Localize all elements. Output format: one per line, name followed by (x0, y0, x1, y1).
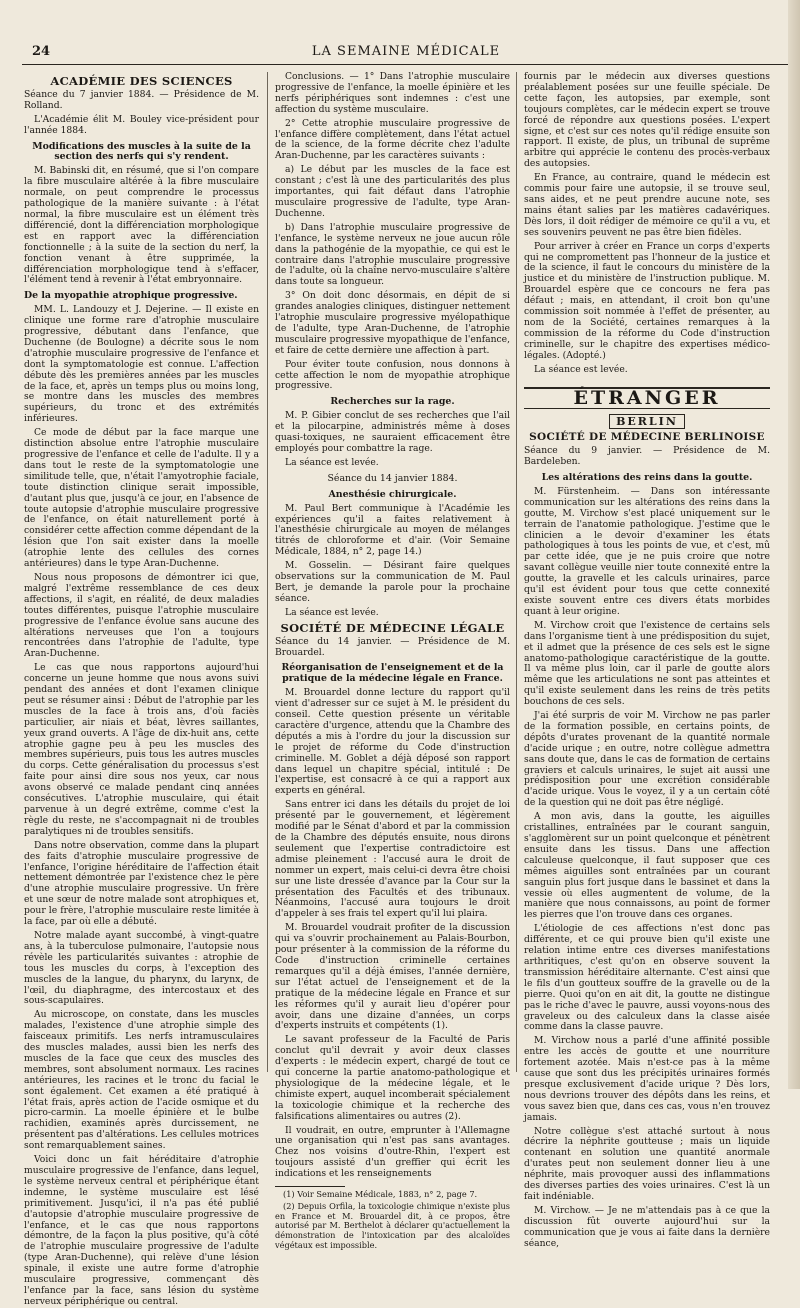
section-title: SOCIÉTÉ DE MÉDECINE BERLINOISE (529, 431, 765, 444)
paragraph: Nous nous proposons de démontrer ici que, malgré l'extrême ressemblance de ces deux affections, il s'agit, en réalité, de deux maladies toutes différentes, puisque l'atrophie musculaire progressive de l'enfance évolue sans aucune des altérations nerveuses que l'on a toujours rencontrées dans l'atrophie de l'adulte, type Aran-Duchenne. (24, 571, 259, 660)
page-header (22, 44, 790, 65)
paragraph: Le savant professeur de la Faculté de Paris conclut qu'il devrait y avoir deux classes d'experts : le médecin expert, chargé de tout ce qui concerne la partie anatomo-pathologique et physiologique de la médecine légale, et le chimiste expert, auquel incomberait spécialement la toxicologie chimique et la recherche des falsifications alimentaires ou autres (2). (275, 1034, 510, 1122)
paragraph: 2° Cette atrophie musculaire progressive de l'enfance diffère complètement, dans l'état actuel de la science, de la forme décrite chez l'adulte Aran-Duchenne, par les caractères suivants : (275, 117, 510, 162)
paragraph: A mon avis, dans la goutte, les aiguilles cristallines, entraînées par le courant sanguin, s'agglomèrent sur un point quelconque et pénètrent ensuite dans les tissus. Dans une affection calculeuse quelconque, il faut supposer que ces mêmes aiguilles sont entraînées par un courant sanguin plus fort jusque dans le bassinet et dans la vessie où elles augmentent de volume, de la manière que nous connaissons, au point de former les pierres que l'on trouve dans ces organes. (524, 811, 770, 921)
paragraph: b) Dans l'atrophie musculaire progressive de l'enfance, le système nerveux ne joue aucun rôle dans la pathogénie de la myopathie, ce qui est le contraire dans l'atrophie musculaire progressive de l'adulte, où la chaîne nervo-musculaire s'altère dans toute sa longueur. (275, 221, 510, 288)
footnote: (1) Voir Semaine Médicale, 1883, n° 2, page 7. (283, 1189, 478, 1200)
paragraph: Notre malade ayant succombé, à vingt-quatre ans, à la tuberculose pulmonaire, l'autopsie nous révèle les particularités suivantes : atrophie de tous les muscles du corps, à l'exception des muscles de la langue, du pharynx, du larynx, de l'œil, du diaphragme, des intercostaux et des sous-scapulaires. (24, 929, 259, 1007)
paragraph: L'Académie élit M. Bouley vice-président pour l'année 1884. (24, 113, 259, 136)
running-head: LA SEMAINE MÉDICALE (311, 44, 501, 59)
subsection-title: Réorganisation de l'enseignement et de la pratique de la médecine légale en France. (281, 662, 504, 685)
session-line: Séance du 9 janvier. — Présidence de M. Bardeleben. (524, 445, 770, 468)
session-line: Séance du 7 janvier 1884. — Présidence de M. Rolland. (24, 88, 259, 111)
footnote: (2) Depuis Orfila, la toxicologie chimique n'existe plus en France et M. Brouardel dit, à ce propos, être autorisé par M. Berthelot à déclarer qu'actuellement la démonstration de l'intoxication par des alcaloïdes végétaux est impossible. (275, 1200, 510, 1251)
column-middle (275, 71, 510, 1251)
paragraph: Voici donc un fait héréditaire d'atrophie musculaire progressive de l'enfance, dans lequel, le système nerveux central et périphérique étant indemne, le système musculaire est lésé primitivement. Jusqu'ici, il n'a pas été publié d'autopsie d'atrophie musculaire progressive de l'enfance, et le cas que nous rapportons démontre, de la façon la plus positive, qu'à côté de l'atrophie musculaire progressive de l'adulte (type Aran-Duchenne), qui relève d'une lésion spinale, il existe une autre forme d'atrophie musculaire progressive, commençant dès l'enfance par la face, sans lésion du système nerveux périphérique ou central. (24, 1154, 259, 1307)
paragraph: En France, au contraire, quand le médecin est commis pour faire une autopsie, il se trouve seul, sans aides, et ne peut prendre aucune note, ses mains étant salies par les matières cadavériques. Dès lors, il doit rédiger de mémoire ce qu'il a vu, et ses souvenirs peuvent ne pas être bien fidèles. (524, 172, 770, 238)
section-title: SOCIÉTÉ DE MÉDECINE LÉGALE (280, 620, 505, 635)
paragraph: Le cas que nous rapportons aujourd'hui concerne un jeune homme que nous avons suivi pendant des années et dont l'examen clinique peut se résumer ainsi : Début de l'atrophie par les muscles de la face à trois ans, d'où faciès particulier, air niais et béat, lèvres saillantes, yeux grand ouverts. A l'âge de dix-huit ans, cette atrophie gagne peu à peu les muscles des membres supérieurs, puis tous les autres muscles du corps. Cette généralisation du processus s'est faite pour ainsi dire sous nos yeux, car nous avons observé ce malade pendant cinq années consécutives. L'atrophie musculaire, qui était parvenue à un degré extrême, comme c'est la règle du reste, ne s'accompagnait ni de troubles paralytiques ni de troubles sensitifs. (24, 662, 259, 837)
paragraph: MM. L. Landouzy et J. Dejerine. — Il existe en clinique une forme rare d'atrophie musculaire progressive, débutant dans l'enfance, que Duchenne (de Boulogne) a décrite sous le nom d'atrophie musculaire progressive de l'enfance et dont la symptomatologie est connue. L'affection débute dès les premières années par les muscles de la face, et, après un temps plus ou moins long, se montre dans les muscles des membres supérieurs, du tronc et des extrémités inférieures. (24, 304, 259, 425)
paragraph: La séance est levée. (285, 456, 379, 468)
subsection-title: Recherches sur la rage. (330, 396, 455, 408)
column-divider (267, 72, 268, 1072)
footnote-divider (275, 1186, 345, 1187)
column-divider (516, 72, 517, 1072)
paragraph: Pour arriver à créer en France un corps d'experts qui ne compromettent pas l'honneur de la justice et de la science, il faut le concours du ministère de la justice et du ministère de l'instruction publique. M. Brouardel espère que ce concours ne fera pas défaut ; mais, en attendant, il croit bon qu'une commission soit nommée à l'effet de présenter, au nom de la Société, certaines remarques à la commission de la réforme du Code d'instruction criminelle, sur le chapitre des expertises médico-légales. (Adopté.) (524, 240, 770, 361)
paragraph: M. Brouardel donne lecture du rapport qu'il vient d'adresser sur ce sujet à M. le président du conseil. Cette question présente un véritable caractère d'urgence, attendu que la Chambre des députés a mis à l'ordre du jour la discussion sur le projet de réforme du Code d'instruction criminelle. M. Goblet a déjà déposé son rapport dans lequel un chapitre spécial, intitulé : De l'expertise, est consacré à ce qui a rapport aux experts en général. (275, 687, 510, 797)
page-number: 24 (32, 44, 51, 59)
paragraph: Pour éviter toute confusion, nous donnons à cette affection le nom de myopathie atrophique progressive. (275, 358, 510, 392)
paragraph: Il voudrait, en outre, emprunter à l'Allemagne une organisation qui n'est pas sans avantages. Chez nos voisins d'outre-Rhin, l'expert est toujours assisté d'un greffier qui écrit les indications et les renseignements (275, 1124, 510, 1180)
paragraph: fournis par le médecin aux diverses questions préalablement posées sur une feuille spéciale. De cette façon, les autopsies, par exemple, sont toujours complètes, car le médecin expert se trouve forcé de répondre aux questions posées. L'expert signe, et c'est sur ces notes qu'il rédige ensuite son rapport. Il existe, de plus, un tribunal de suprême arbitre qui apprécie le contenu des procès-verbaux des autopsies. (524, 71, 770, 170)
subsection-title: Les altérations des reins dans la goutte. (541, 472, 753, 483)
paragraph: M. P. Gibier conclut de ses recherches que l'ail et la pilocarpine, administrés même à doses quasi-toxiques, ne sauraient efficacement être employés pour combattre la rage. (275, 410, 510, 454)
paragraph: M. Virchow nous a parlé d'une affinité possible entre les accès de goutte et une nourriture fortement azotée. Mais n'est-ce pas à la même cause que sont dus les précipités urinaires formés presque exclusivement d'acide urique ? Dès lors, nous devrions trouver des dépôts dans les reins, et vous savez bien que, dans ces cas, vous n'en trouvez jamais. (524, 1035, 770, 1123)
paragraph: La séance est levée. (285, 606, 379, 618)
session-line: Séance du 14 janvier. — Présidence de M. Brouardel. (275, 635, 510, 658)
foreign-section-title: ÉTRANGER (524, 387, 770, 409)
paragraph: a) Le début par les muscles de la face est constant ; c'est là une des particularités des plus importantes, qui fait défaut dans l'atrophie musculaire progressive de l'adulte, type Aran-Duchenne. (275, 164, 510, 219)
paragraph: Sans entrer ici dans les détails du projet de loi présenté par le gouvernement, et légèrement modifié par le Sénat d'abord et par la commission de la Chambre des députés ensuite, nous dirons seulement que l'expertise contradictoire est admise pleinement : l'accusé aura le droit de nommer un expert, mais celui-ci devra être choisi sur une liste dressée d'avance par la Cour sur la présentation des Facultés et des tribunaux. Néanmoins, l'accusé aura toujours le droit d'appeler à ses frais tel expert qu'il lui plaira. (275, 799, 510, 920)
paragraph: M. Virchow croit que l'existence de certains sels dans l'organisme tient à une prédisposition du sujet, et il admet que la présence de ces sels est le signe anatomo-pathologique caractéristique de la goutte. Il va même plus loin, car il parle de goutte alors même que les articulations ne sont pas atteintes et qu'il existe seulement dans les reins de très petits bouchons de ces sels. (524, 619, 770, 708)
subsection-title: Anesthésie chirurgicale. (328, 488, 457, 500)
session-line: Séance du 14 janvier 1884. (327, 472, 458, 484)
paragraph: Ce mode de début par la face marque une distinction absolue entre l'atrophie musculaire progressive de l'enfance et celle de l'adulte. Il y a dans tout le reste de la symptomatologie une similitude telle, que, n'était l'amyotrophie faciale, toute distinction clinique serait impossible, d'autant plus que, jusqu'à ce jour, en l'absence de toute autopsie d'atrophie musculaire progressive de l'enfance, on était naturellement porté à considérer cette affection comme dépendant de la lésion que l'on sait exister dans la moelle (atrophie lente des cellules des cornes antérieures) dans le type Aran-Duchenne. (24, 427, 259, 570)
column-left (24, 72, 260, 1307)
paragraph: L'étiologie de ces affections n'est donc pas différente, et ce qui prouve bien qu'il existe une relation intime entre ces diverses manifestations arthritiques, c'est qu'on en observe souvent la transmission héréditaire alternante. C'est ainsi que le fils d'un goutteux souffre de la gravelle ou de la pierre. Quoi qu'on en ait dit, la goutte ne distingue pas le riche d'avec le pauvre, aussi voyons-nous des graveleux ou des calculeux dans la classe aisée comme dans la classe pauvre. (524, 923, 770, 1033)
paragraph: M. Babinski dit, en résumé, que si l'on compare la fibre musculaire altérée à la fibre musculaire normale, on peut comprendre le processus pathologique de la manière suivante : à l'état normal, la fibre musculaire est un élément très différencié, dont la différenciation morphologique est en rapport avec la différenciation fonctionnelle ; à la suite de la section du nerf, la fonction venant à être supprimée, la différenciation morphologique tend à s'effacer, l'élément tend à revenir à l'état embryonnaire. (24, 165, 259, 286)
page-edge (788, 0, 800, 1089)
paragraph: M. Virchow. — Je ne m'attendais pas à ce que la discussion fût ouverte aujourd'hui sur la communication que je vous ai faite dans la dernière séance, (524, 1204, 770, 1249)
paragraph: La séance est levée. (534, 363, 628, 375)
subsection-title: De la myopathie atrophique progressive. (24, 290, 238, 302)
city-heading (524, 417, 770, 428)
paragraph: M. Brouardel voudrait profiter de la discussion qui va s'ouvrir prochainement au Palais-Bourbon, pour présenter à la commission de la réforme du Code d'instruction criminelle certaines remarques qu'il a déjà émises, l'année dernière, sur l'état actuel de l'enseignement et de la pratique de la médecine légale en France et sur les réformes qu'il y aurait lieu d'opérer pour avoir, dans une dizaine d'années, un corps d'experts instruits et compétents (1). (275, 922, 510, 1032)
paragraph: Dans notre observation, comme dans la plupart des faits d'atrophie musculaire progressive de l'enfance, l'origine héréditaire de l'affection était nettement démontrée par l'existence chez le père d'une atrophie musculaire progressive. Un frère et une sœur de notre malade sont atrophiques et, pour le frère, l'atrophie musculaire reste limitée à la face, par où elle a débuté. (24, 839, 259, 928)
city-label: BERLIN (609, 414, 685, 429)
paragraph: 3° On doit donc désormais, en dépit de si grandes analogies cliniques, distinguer nettement l'atrophie musculaire progressive myélopathique de l'adulte, type Aran-Duchenne, de l'atrophie musculaire progressive myopathique de l'enfance, et faire de cette dernière une affection à part. (275, 290, 510, 356)
paragraph: J'ai été surpris de voir M. Virchow ne pas parler de la formation possible, en certains points, de dépôts d'urates provenant de la quantité normale d'acide urique ; en outre, notre collègue admettra sans doute que, dans le cas de formation de certains graviers et calculs urinaires, le sujet ait aussi une prédisposition pour une excrétion considérable d'acide urique. Vous le voyez, il y a un certain côté de la question qui ne doit pas être négligé. (524, 710, 770, 809)
paragraph: M. Gosselin. — Désirant faire quelques observations sur la communication de M. Paul Bert, je demande la parole pour la prochaine séance. (275, 560, 510, 604)
paragraph: M. Fürstenheim. — Dans son intéressante communication sur les altérations des reins dans la goutte, M. Virchow s'est placé uniquement sur le terrain de l'anatomie pathologique. J'estime que le clinicien a le devoir d'examiner les états pathologiques à tous les points de vue, et c'est, mû par cette idée, que je ne puis croire que notre savant collègue veuille nier toute connexité entre la goutte, la gravelle et les calculs urinaires, parce qu'il est évident pour tous que cette connexité existe souvent entre ces divers états morbides quant à leur origine. (524, 485, 770, 617)
paragraph: Conclusions. — 1° Dans l'atrophie musculaire progressive de l'enfance, la moelle épinière et les nerfs périphériques sont indemnes : c'est une affection du système musculaire. (275, 71, 510, 115)
paragraph: Au microscope, on constate, dans les muscles malades, l'existence d'une atrophie simple des faisceaux primitifs. Les nerfs intramusculaires des muscles malades, aussi bien les nerfs des muscles de la face que ceux des muscles des membres, sont absolument normaux. Les racines antérieures, les racines et le tronc du facial le sont également. Cet examen a été pratiqué à l'état frais, après action de l'acide osmique et du picro-carmin. La moelle épinière et le bulbe rachidien, examinés après durcissement, ne présentent pas d'altérations. Les cellules motrices sont remarquablement saines. (24, 1009, 260, 1152)
paragraph: Notre collègue s'est attaché surtout à nous décrire la néphrite goutteuse ; mais un liquide contenant en solution une quantité anormale d'urates peut non seulement donner lieu à une néphrite, mais provoquer aussi des inflammations des diverses parties des voies urinaires. C'est là un fait indéniable. (524, 1125, 770, 1202)
paragraph: M. Paul Bert communique à l'Académie les expériences qu'il a faites relativement à l'anesthésie chirurgicale au moyen de mélanges titrés de chloroforme et d'air. (Voir Semaine Médicale, 1884, n° 2, page 14.) (275, 502, 510, 558)
subsection-title: Modifications des muscles à la suite de la section des nerfs qui s'y rendent. (32, 140, 251, 163)
column-right (524, 71, 770, 1249)
section-title: ACADÉMIE DES SCIENCES (50, 74, 233, 88)
